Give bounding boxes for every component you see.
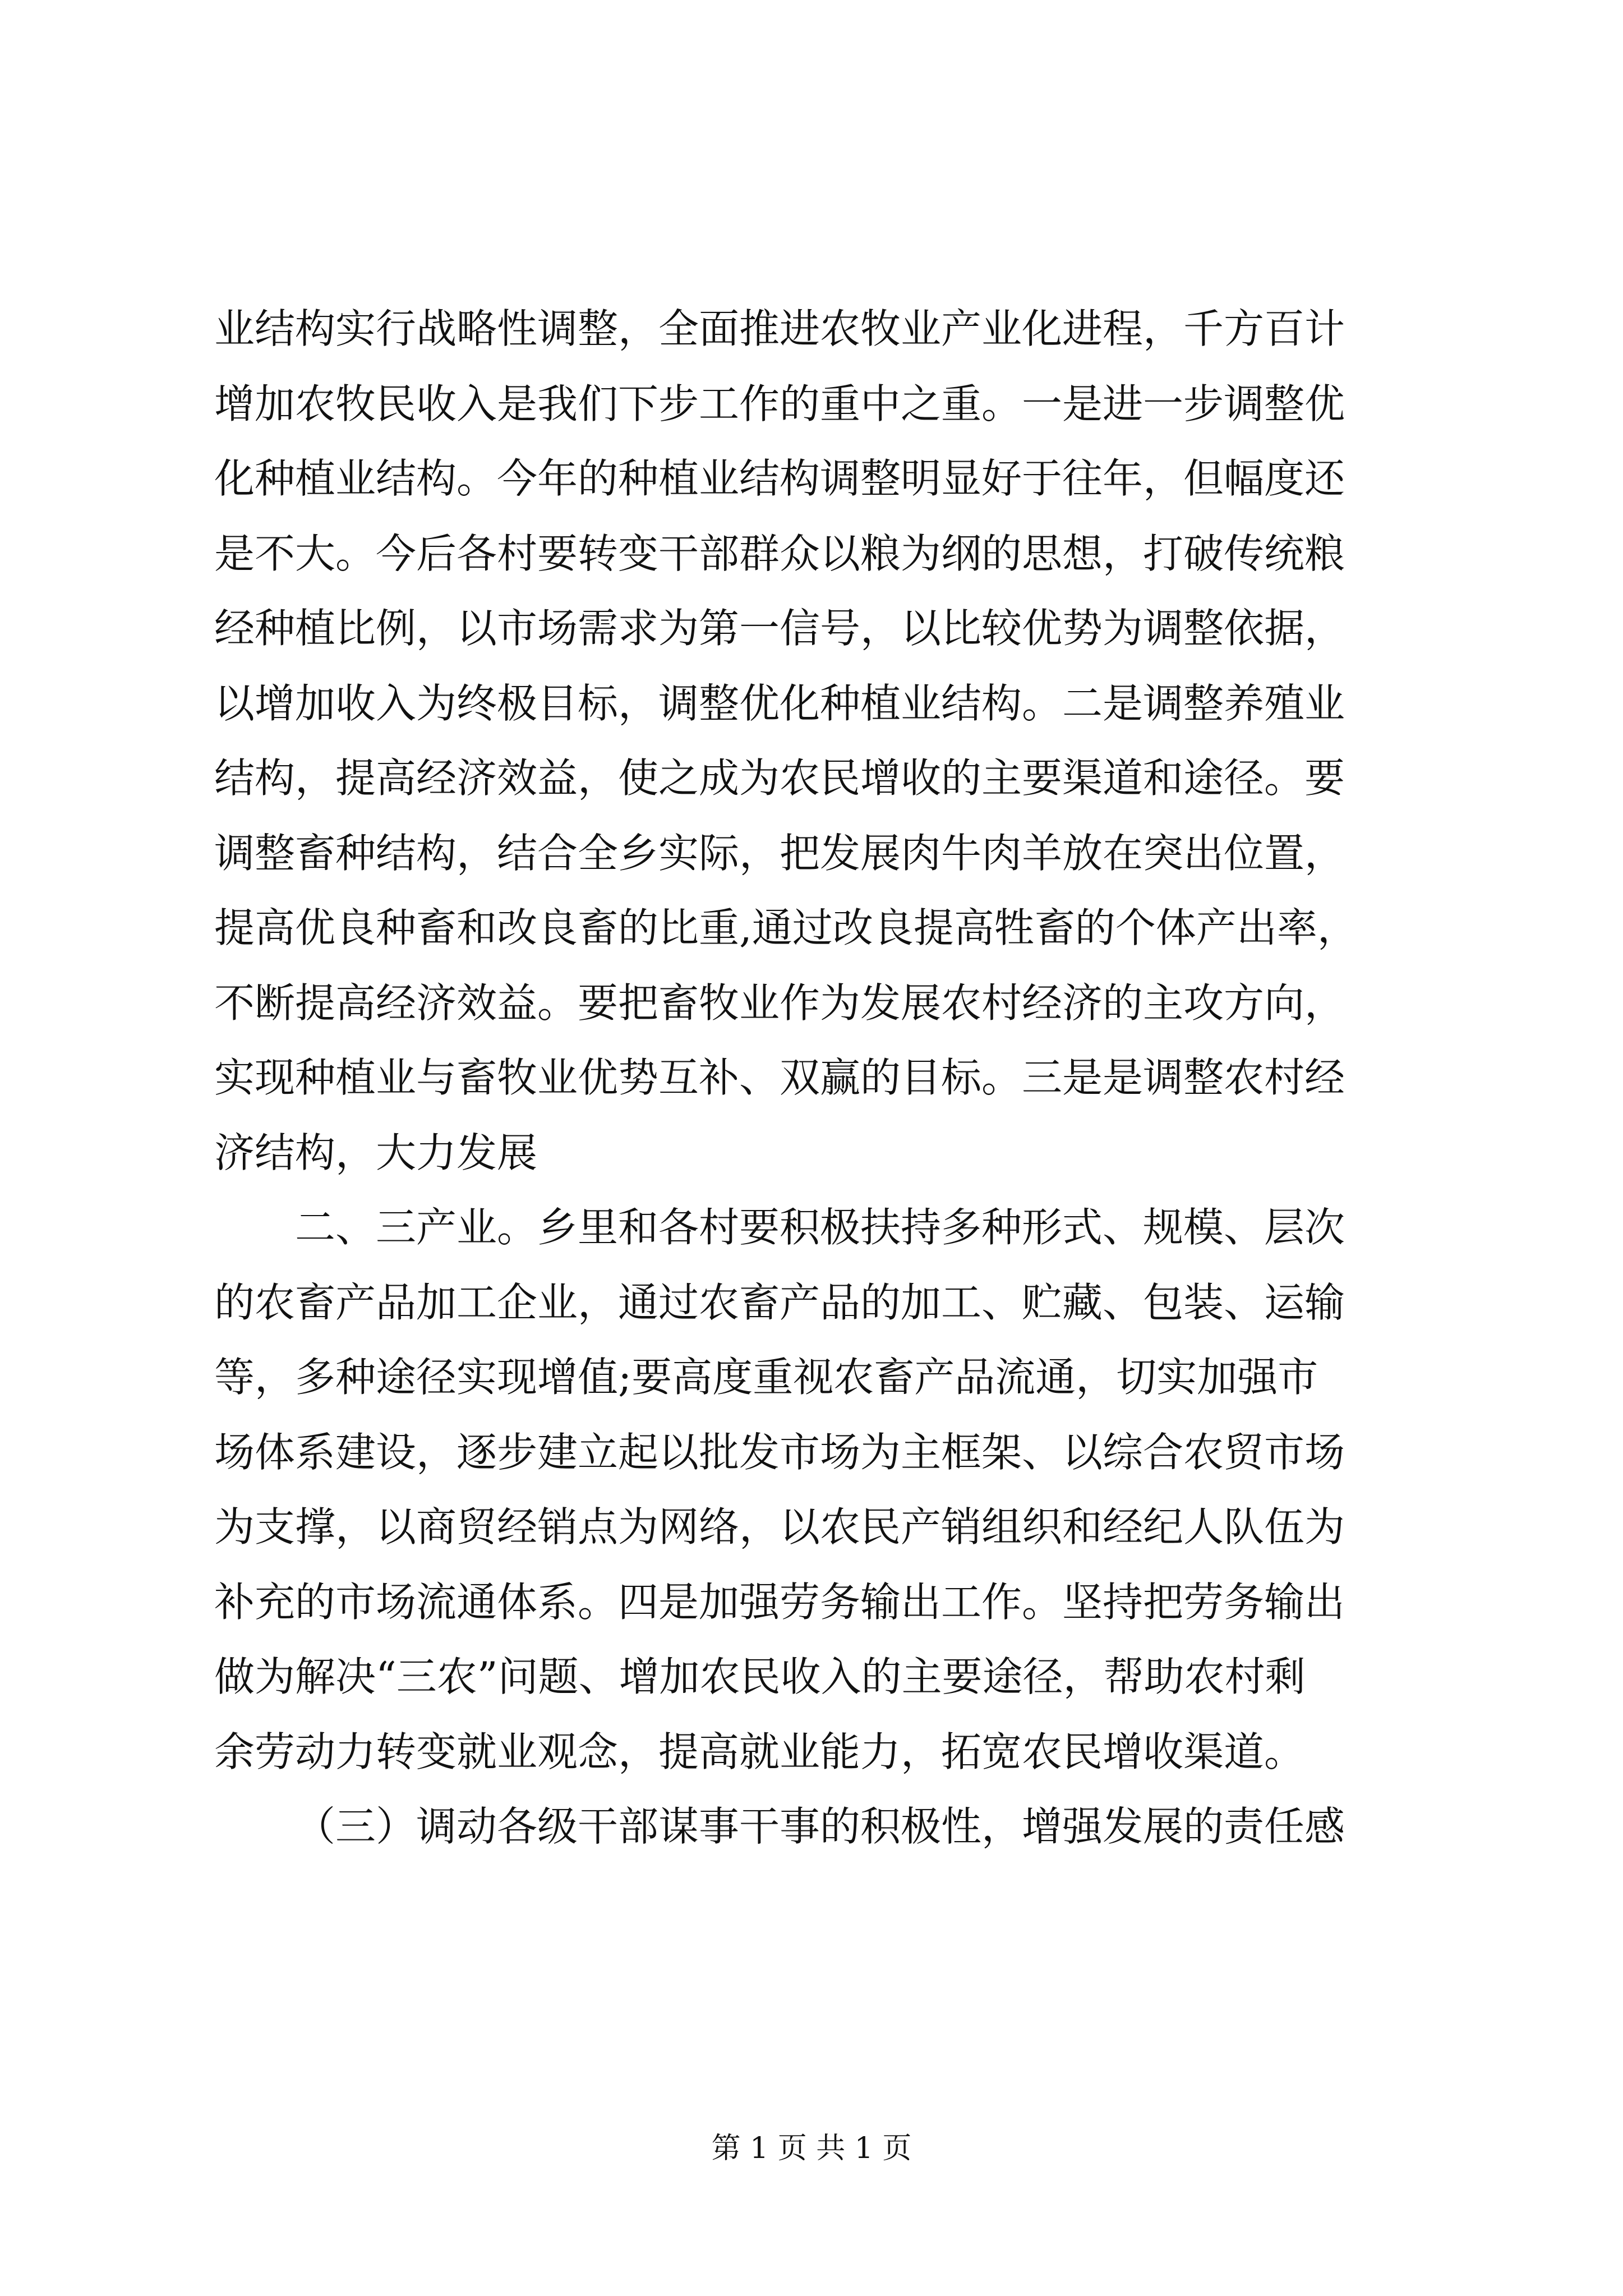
text-line: 做为解决“三农”问题、增加农民收入的主要途径，帮助农村剩: [214, 1653, 1306, 1700]
text-line: 业结构实行战略性调整，全面推进农牧业产业化进程，千方百计: [214, 305, 1345, 352]
text-line: 结构，提高经济效益，使之成为农民增收的主要渠道和途径。要: [214, 754, 1345, 802]
text-line: 的农畜产品加工企业，通过农畜产品的加工、贮藏、包装、运输: [214, 1278, 1345, 1326]
text-line: 以增加收入为终极目标，调整优化种植业结构。二是调整养殖业: [214, 679, 1345, 727]
text-line: 化种植业结构。今年的种植业结构调整明显好于往年，但幅度还: [214, 455, 1345, 502]
text-line: 不断提高经济效益。要把畜牧业作为发展农村经济的主攻方向，: [214, 979, 1345, 1027]
text-line: 提高优良种畜和改良畜的比重,通过改良提高牲畜的个体产出率，: [214, 904, 1358, 951]
section-heading-line: （三）调动各级干部谋事干事的积极性，增强发展的责任感: [295, 1803, 1345, 1850]
text-line: 余劳动力转变就业观念，提高就业能力，拓宽农民增收渠道。: [214, 1728, 1305, 1775]
document-body: [214, 292, 1414, 1865]
page-footer: 第 1 页 共 1 页: [711, 2132, 912, 2165]
text-line: 是不大。今后各村要转变干部群众以粮为纲的思想，打破传统粮: [214, 530, 1345, 577]
text-line: 补充的市场流通体系。四是加强劳务输出工作。坚持把劳务输出: [214, 1578, 1345, 1626]
text-line: 济结构，大力发展: [214, 1129, 538, 1176]
paragraph-start-line: 二、三产业。乡里和各村要积极扶持多种形式、规模、层次: [295, 1204, 1345, 1251]
text-line: 增加农牧民收入是我们下步工作的重中之重。一是进一步调整优: [214, 380, 1345, 427]
text-line: 场体系建设，逐步建立起以批发市场为主框架、以综合农贸市场: [214, 1428, 1345, 1476]
text-line: 经种植比例，以市场需求为第一信号，以比较优势为调整依据，: [214, 605, 1345, 652]
text-line: 为支撑，以商贸经销点为网络，以农民产销组织和经纪人队伍为: [214, 1503, 1345, 1550]
text-line: 调整畜种结构，结合全乡实际，把发展肉牛肉羊放在突出位置，: [214, 829, 1345, 877]
text-line: 实现种植业与畜牧业优势互补、双赢的目标。三是是调整农村经: [214, 1054, 1345, 1101]
text-line: 等，多种途径实现增值;要高度重视农畜产品流通，切实加强市: [214, 1354, 1318, 1401]
